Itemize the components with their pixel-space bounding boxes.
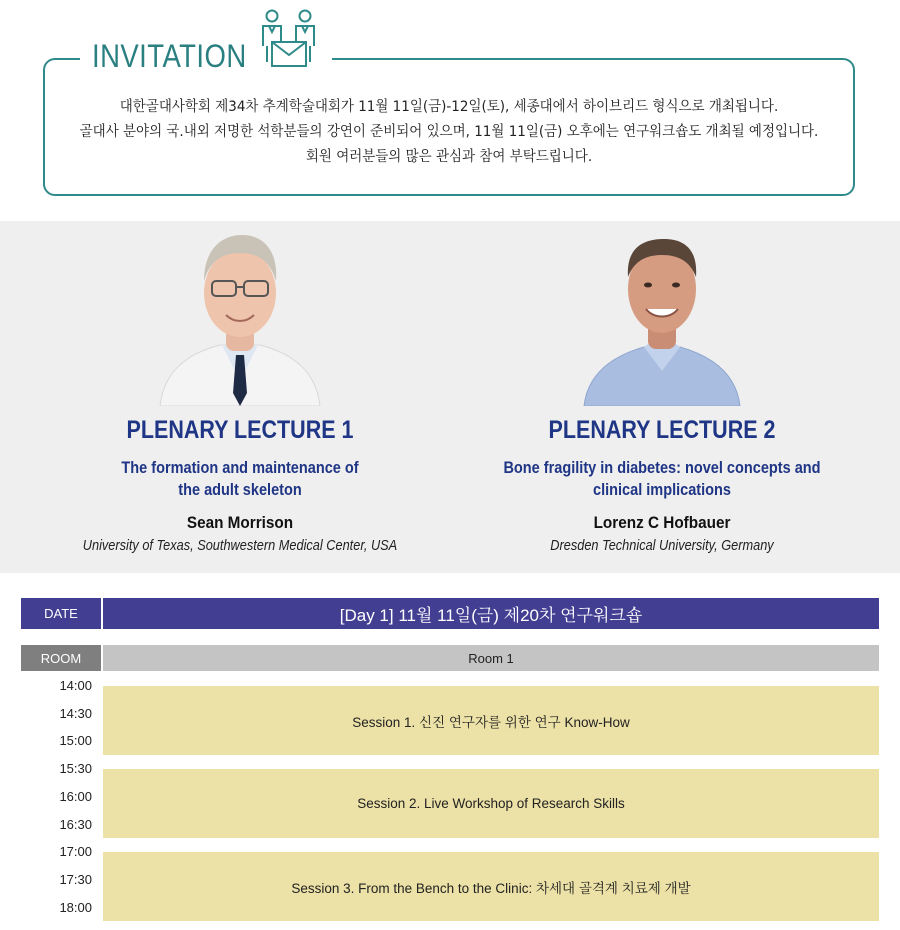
invitation-title: INVITATION (92, 37, 247, 74)
speaker-photo-1 (150, 221, 330, 406)
room-label: ROOM (21, 645, 101, 671)
lecture-topic-line: clinical implications (593, 481, 731, 499)
speaker-name: Lorenz C Hofbauer (593, 513, 731, 532)
session-block-3: Session 3. From the Bench to the Clinic: 차세대 골격계 치료제 개발 (103, 852, 879, 921)
session-block-1: Session 1. 신진 연구자를 위한 연구 Know-How (103, 686, 879, 755)
plenary-lecture-2 (437, 221, 887, 554)
plenary-lecture-1 (15, 221, 465, 554)
speaker-photo-2 (572, 221, 752, 406)
time-label: 15:00 (59, 733, 92, 749)
time-label: 14:00 (59, 678, 92, 693)
time-label: 18:00 (59, 899, 92, 915)
speaker-affiliation: University of Texas, Southwestern Medical Center, USA (82, 538, 398, 554)
speaker-name: Sean Morrison (186, 513, 294, 532)
invitation-header (80, 10, 332, 80)
time-label: 14:30 (59, 705, 92, 721)
people-envelope-icon (258, 8, 320, 78)
time-label: 15:30 (59, 761, 92, 777)
time-label: 17:00 (59, 844, 92, 860)
session-block-2: Session 2. Live Workshop of Research Skills (103, 769, 879, 838)
time-label: 17:30 (59, 871, 92, 887)
lecture-topic-line: The formation and maintenance of (121, 459, 359, 477)
date-label: DATE (21, 598, 101, 629)
time-label: 16:00 (59, 788, 92, 804)
invitation-line: 대한골대사학회 제34차 추계학술대회가 11월 11일(금)-12일(토), 세종대에서 하이브리드 형식으로 개최됩니다. (119, 99, 779, 115)
lecture-topic (464, 457, 860, 501)
lecture-title: PLENARY LECTURE 1 (126, 416, 354, 444)
lecture-topic-line: Bone fragility in diabetes: novel concepts and (503, 459, 821, 477)
lecture-topic-line: the adult skeleton (178, 481, 302, 499)
invitation-text (43, 95, 855, 170)
lecture-title: PLENARY LECTURE 2 (548, 416, 776, 444)
plenary-lectures-section (0, 221, 900, 573)
time-label: 16:30 (59, 816, 92, 832)
room-name-bar: Room 1 (103, 645, 879, 671)
invitation-line: 골대사 분야의 국.내외 저명한 석학분들의 강연이 준비되어 있으며, 11월 11일(금) 오후에는 연구워크숍도 개최될 예정입니다. (79, 124, 819, 140)
invitation-line: 회원 여러분들의 많은 관심과 참여 부탁드립니다. (305, 149, 593, 165)
lecture-topic (42, 457, 438, 501)
speaker-affiliation: Dresden Technical University, Germany (550, 538, 774, 554)
day-title-bar: [Day 1] 11월 11일(금) 제20차 연구워크숍 (103, 598, 879, 629)
